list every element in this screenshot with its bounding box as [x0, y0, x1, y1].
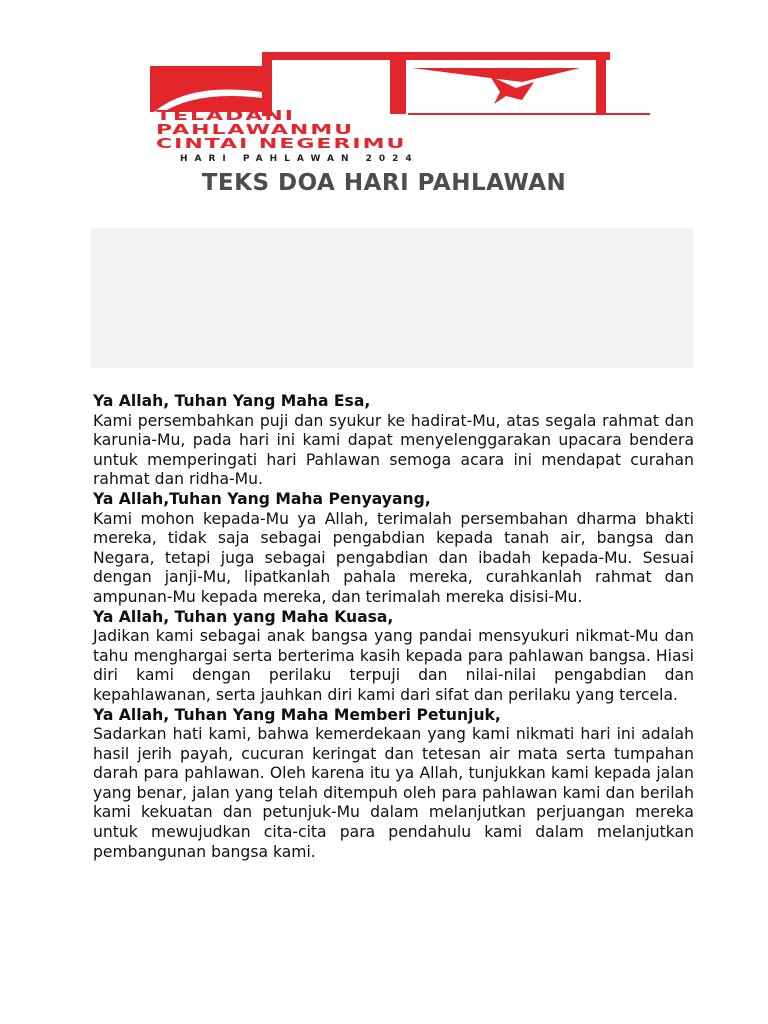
section-paragraph: Jadikan kami sebagai anak bangsa yang pandai mensyukuri nikmat-Mu dan tahu menghargai serta berterima kasih kepada para pahlawan bangsa. Hiasi diri kami dengan perilaku terpuji dan nilai-nilai pengabdian dan kepahlawanan, serta jauhkan diri kami dari sifat dan perilaku yang tercela.	[93, 627, 694, 704]
prayer-body	[93, 392, 694, 862]
section-heading: Ya Allah, Tuhan Yang Maha Memberi Petunjuk,	[93, 705, 501, 724]
section-paragraph: Kami mohon kepada-Mu ya Allah, terimalah persembahan dharma bhakti mereka, tidak saja sebagai pengabdian kepada tanah air, bangsa dan Negara, tetapi juga sebagai pengabdian dan ibadah kepada-Mu. Sesuai dengan janji-Mu, lipatkanlah pahala mereka, curahkanlah rahmat dan ampunan-Mu kepada mereka, dan terimalah mereka disisi-Mu.	[93, 509, 694, 606]
logo-text-line-2: PAHLAWANMU	[156, 122, 355, 138]
hari-pahlawan-logo	[150, 52, 650, 162]
section-paragraph: Kami persembahkan puji dan syukur ke hadirat-Mu, atas segala rahmat dan karunia-Mu, pada hari ini kami dapat menyelenggarakan upacara bendera untuk memperingati hari Pahlawan semoga acara ini mendapat curahan rahmat dan ridha-Mu.	[93, 411, 694, 489]
logo-subtitle: HARI PAHLAWAN 2024	[180, 154, 419, 164]
section-heading: Ya Allah,Tuhan Yang Maha Penyayang,	[93, 489, 431, 508]
page-title: TEKS DOA HARI PAHLAWAN	[201, 170, 567, 196]
logo-text-line-1: TELADANI	[156, 108, 295, 124]
section-paragraph: Sadarkan hati kami, bahwa kemerdekaan yang kami nikmati hari ini adalah hasil jerih payah, cucuran keringat dan tetesan air mata serta tumpahan darah para pahlawan. Oleh karena itu ya Allah, tunjukkan kami kepada jalan yang benar, jalan yang telah ditempuh oleh para pahlawan kami dan berilah kami kekuatan dan petunjuk-Mu dalam melanjutkan perjuangan mereka untuk mewujudkan cita-cita para pendahulu kami dalam melanjutkan pembangunan bangsa kami.	[93, 725, 694, 861]
section-heading: Ya Allah, Tuhan Yang Maha Esa,	[93, 392, 371, 410]
section-heading: Ya Allah, Tuhan yang Maha Kuasa,	[93, 607, 394, 626]
arabic-calligraphy-block	[91, 228, 693, 368]
logo-text-line-3: CINTAI NEGERIMU	[156, 136, 407, 152]
